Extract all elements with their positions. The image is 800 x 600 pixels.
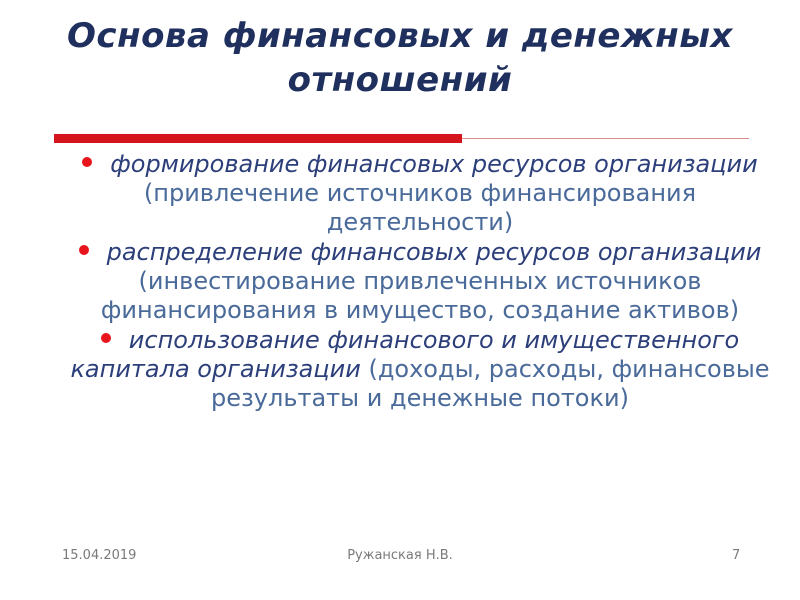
- bullet-item: [60, 326, 780, 413]
- page-number: 7: [732, 548, 741, 563]
- slide-title: Основа финансовых и денежных отношений: [67, 16, 733, 100]
- bullet-detail: (привлечение источников финансирования деятельности): [143, 179, 697, 236]
- bullet-emphasis: использование финансового и имущественного капитала организации: [70, 326, 740, 383]
- bullet-emphasis: распределение финансовых ресурсов организации: [106, 238, 762, 266]
- bullet-dot-icon: [82, 157, 92, 167]
- title-underline-accent: [54, 134, 462, 143]
- bullet-detail: (доходы, расходы, финансовые результаты и денежные потоки): [211, 355, 770, 412]
- bullet-item: [60, 238, 780, 325]
- bullet-detail: (инвестирование привлеченных источников финансирования в имущество, создание активов): [100, 267, 740, 324]
- footer-author: Ружанская Н.В.: [347, 548, 453, 563]
- bullet-item: [60, 150, 780, 237]
- bullet-dot-icon: [101, 333, 111, 343]
- footer-date: 15.04.2019: [62, 548, 137, 563]
- bullet-dot-icon: [79, 245, 89, 255]
- bullet-emphasis: формирование финансовых ресурсов организации: [110, 150, 758, 178]
- bullet-list: [60, 150, 780, 414]
